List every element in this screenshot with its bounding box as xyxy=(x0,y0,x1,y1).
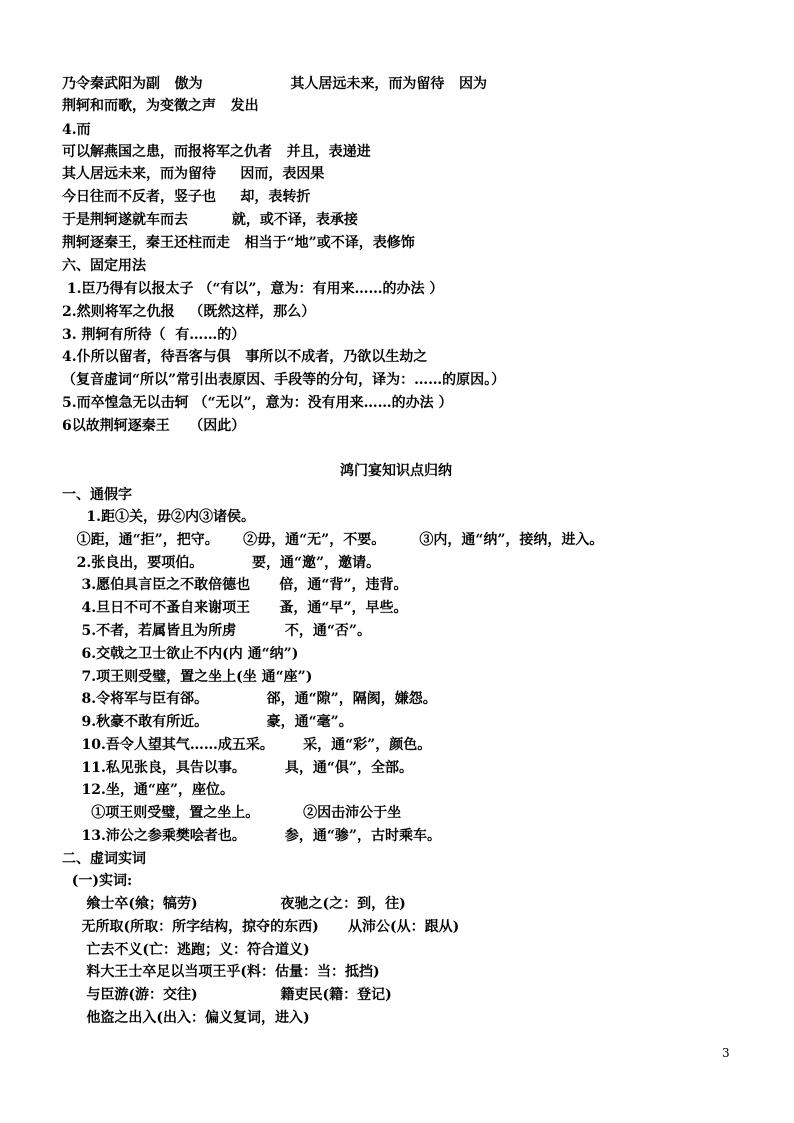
text-line: 飨士卒(飨；犒劳) 夜驰之(之：到，往) xyxy=(62,896,406,912)
text-line: 亡去不义(亡：逃跑；义：符合道义) xyxy=(62,942,310,958)
text-line: 无所取(所取：所字结构，掠夺的东西) 从沛公(从：跟从) xyxy=(62,919,460,935)
text-line: 荆轲和而歌，为变徵之声 发出 xyxy=(62,98,259,114)
section-heading: 六、固定用法 xyxy=(62,258,146,274)
text-line: 4.而 xyxy=(62,122,91,138)
text-line: 1.臣乃得有以报太子 （“有以”，意为：有用来……的办法 ） xyxy=(62,281,444,297)
text-line: 于是荆轲遂就车而去 就，或不译，表承接 xyxy=(62,212,358,228)
text-line: 可以解燕国之患，而报将军之仇者 并且，表递进 xyxy=(62,144,371,160)
text-line: 4.仆所以留者，待吾客与俱 事所以不成者，乃欲以生劫之 xyxy=(62,349,428,365)
text-line: 料大王士卒足以当项王乎(料：估量：当：抵挡) xyxy=(62,964,380,980)
text-line: 5.而卒惶急无以击轲 （“无以”，意为：没有用来……的办法 ） xyxy=(62,395,453,411)
text-line: （复音虚词“所以”常引出表原因、手段等的分句，译为：……的原因。） xyxy=(62,372,506,388)
text-line: 与臣游(游：交往) 籍吏民(籍：登记) xyxy=(62,987,392,1003)
text-line: 10.吾令人望其气……成五采。 采，通“彩”，颜色。 xyxy=(62,737,432,753)
text-line: (一)实词: xyxy=(62,873,133,889)
text-line: 6.交戟之卫士欲止不内(内 通“纳”) xyxy=(62,646,299,662)
text-line: 其人居远未来，而为留待 因而，表因果 xyxy=(62,166,325,182)
text-line: 3.愿伯具言臣之不敢倍德也 倍，通“背”，违背。 xyxy=(62,577,408,593)
text-line: 11.私见张良，具告以事。 具，通“俱”，全部。 xyxy=(62,760,413,776)
text-line: 7.项王则受璧，置之坐上(坐 通“座”) xyxy=(62,669,313,685)
text-line: 1.距①关，毋②内③诸侯。 xyxy=(62,509,255,525)
text-line: 2.然则将军之仇报 （既然这样，那么） xyxy=(62,304,316,320)
text-line: ①距，通“拒”，把守。 ②毋，通“无”，不要。 ③内，通“纳”，接纳，进入。 xyxy=(62,532,604,548)
text-line: 12.坐，通“座”，座位。 xyxy=(62,782,234,798)
text-line: 荆轲逐秦王，秦王还柱而走 相当于“地”或不译，表修饰 xyxy=(62,235,415,251)
text-line: 6以故荆轲逐秦王 （因此） xyxy=(62,418,246,434)
section-heading: 一、通假字 xyxy=(62,487,132,503)
text-line: 乃令秦武阳为副 傲为 其人居远未来，而为留待 因为 xyxy=(62,76,487,92)
section-title: 鸿门宴知识点归纳 xyxy=(340,463,452,479)
text-line: 4.旦日不可不蚤自来谢项王 蚤，通“早”，早些。 xyxy=(62,600,408,616)
text-line: 13.沛公之参乘樊哙者也。 参，通“骖”，古时乘车。 xyxy=(62,828,441,844)
text-line: 2.张良出，要项伯。 要，通“邀”，邀请。 xyxy=(62,555,381,571)
text-line: ①项王则受璧，置之坐上。 ②因击沛公于坐 xyxy=(62,805,402,821)
text-line: 9.秋豪不敢有所近。 豪，通“毫”。 xyxy=(62,714,353,730)
section-heading: 二、虚词实词 xyxy=(62,851,146,867)
text-line: 5.不者，若属皆且为所虏 不，通“否”。 xyxy=(62,623,371,639)
text-line: 8.令将军与臣有郤。 郤，通“隙”，隔阂，嫌怨。 xyxy=(62,691,437,707)
page-number: 3 xyxy=(722,1046,730,1060)
text-line: 今日往而不反者，竖子也 却，表转折 xyxy=(62,189,311,205)
text-line: 他盗之出入(出入：偏义复词，进入) xyxy=(62,1010,310,1026)
text-line: 3. 荆轲有所待（ 有……的） xyxy=(62,327,246,343)
